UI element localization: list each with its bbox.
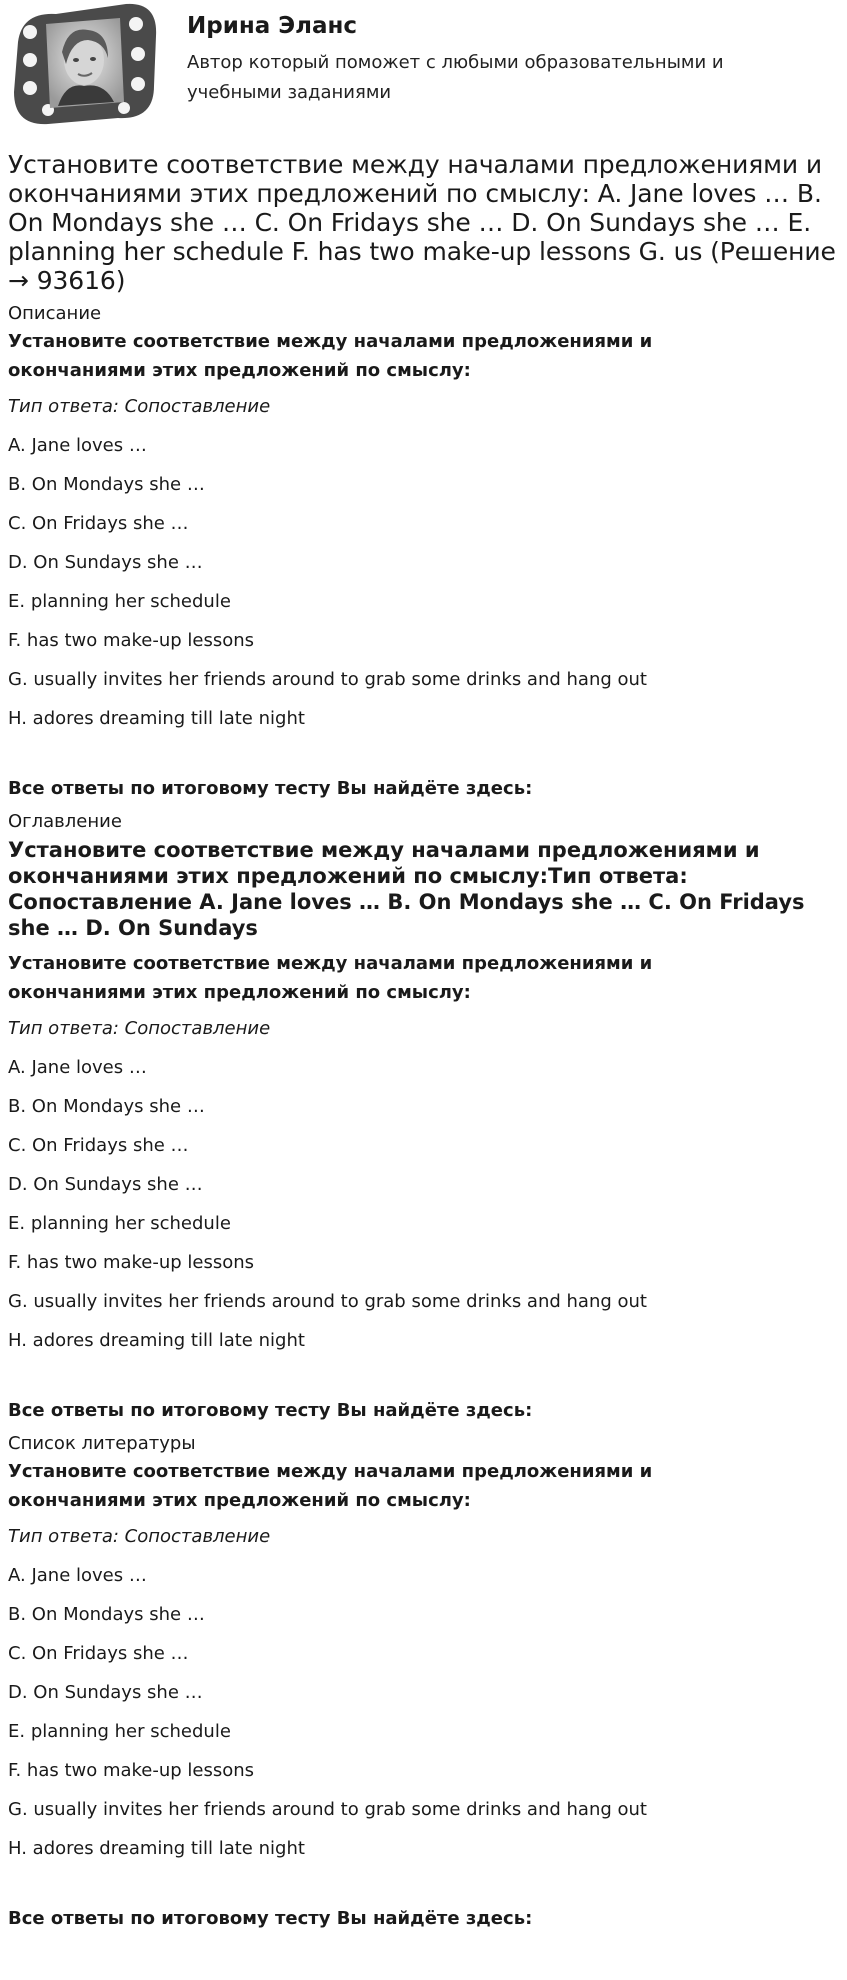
answer-type: Тип ответа: Сопоставление (8, 1526, 271, 1547)
option-item: A. Jane loves … (8, 1565, 147, 1586)
option-item: F. has two make-up lessons (8, 1252, 255, 1273)
final-note: Все ответы по итоговому тесту Вы найдёте здесь: (8, 778, 533, 799)
answer-type: Тип ответа: Сопоставление (8, 396, 271, 417)
author-avatar[interactable] (8, 2, 160, 126)
option-item: B. On Mondays she … (8, 474, 205, 495)
option-item: G. usually invites her friends around to grab some drinks and hang out (8, 669, 647, 690)
task-statement-line: окончаниями этих предложений по смыслу: (8, 360, 471, 381)
option-item: D. On Sundays she … (8, 552, 203, 573)
option-item: C. On Fridays she … (8, 513, 189, 534)
option-item: G. usually invites her friends around to grab some drinks and hang out (8, 1291, 647, 1312)
task-statement-line: Установите соответствие между началами предложениями и (8, 953, 653, 974)
option-list (8, 1054, 839, 1355)
option-item: C. On Fridays she … (8, 1643, 189, 1664)
option-item: F. has two make-up lessons (8, 630, 255, 651)
description-section (8, 301, 839, 803)
option-item: E. planning her schedule (8, 591, 231, 612)
author-description-line: Автор который поможет с любыми образовательными и (187, 52, 724, 73)
page-title: Установите соответствие между началами предложениями и окончаниями этих предложений по смыслу: A. Jane loves … B. On Mondays she … C. On Fridays she … D. On Sundays she … E. planning her schedule F. has two make-up lessons G. us (Решение → 93616) (8, 150, 836, 295)
author-name[interactable]: Ирина Эланс (187, 13, 358, 39)
option-list (8, 432, 839, 733)
toc-section (8, 809, 839, 1425)
bibliography-section (8, 1431, 839, 1933)
bibliography-label: Список литературы (8, 1433, 196, 1454)
toc-heading: Установите соответствие между началами предложениями и окончаниями этих предложений по смыслу:Тип ответа: Сопоставление A. Jane loves … B. On Mondays she … C. On Fridays she … D. On Sundays (8, 838, 805, 940)
option-item: B. On Mondays she … (8, 1096, 205, 1117)
option-item: F. has two make-up lessons (8, 1760, 255, 1781)
option-item: H. adores dreaming till late night (8, 1838, 305, 1859)
option-item: G. usually invites her friends around to grab some drinks and hang out (8, 1799, 647, 1820)
option-item: A. Jane loves … (8, 1057, 147, 1078)
author-description-line: учебными заданиями (187, 82, 392, 103)
task-statement-line: окончаниями этих предложений по смыслу: (8, 1490, 471, 1511)
option-item: D. On Sundays she … (8, 1682, 203, 1703)
option-item: A. Jane loves … (8, 435, 147, 456)
final-note: Все ответы по итоговому тесту Вы найдёте здесь: (8, 1400, 533, 1421)
option-item: B. On Mondays she … (8, 1604, 205, 1625)
option-item: E. planning her schedule (8, 1721, 231, 1742)
final-note: Все ответы по итоговому тесту Вы найдёте здесь: (8, 1908, 533, 1929)
task-statement (8, 1457, 839, 1515)
task-statement (8, 327, 839, 385)
avatar-image (8, 2, 160, 126)
task-statement (8, 949, 839, 1007)
task-statement-line: Установите соответствие между началами предложениями и (8, 1461, 653, 1482)
description-label: Описание (8, 303, 102, 324)
option-item: H. adores dreaming till late night (8, 1330, 305, 1351)
option-item: C. On Fridays she … (8, 1135, 189, 1156)
task-statement-line: Установите соответствие между началами предложениями и (8, 331, 653, 352)
toc-label: Оглавление (8, 811, 122, 832)
answer-type: Тип ответа: Сопоставление (8, 1018, 271, 1039)
task-statement-line: окончаниями этих предложений по смыслу: (8, 982, 471, 1003)
author-card (8, 0, 839, 140)
option-item: H. adores dreaming till late night (8, 708, 305, 729)
author-info (187, 0, 724, 108)
option-list (8, 1562, 839, 1863)
option-item: E. planning her schedule (8, 1213, 231, 1234)
option-item: D. On Sundays she … (8, 1174, 203, 1195)
author-description (187, 48, 724, 108)
